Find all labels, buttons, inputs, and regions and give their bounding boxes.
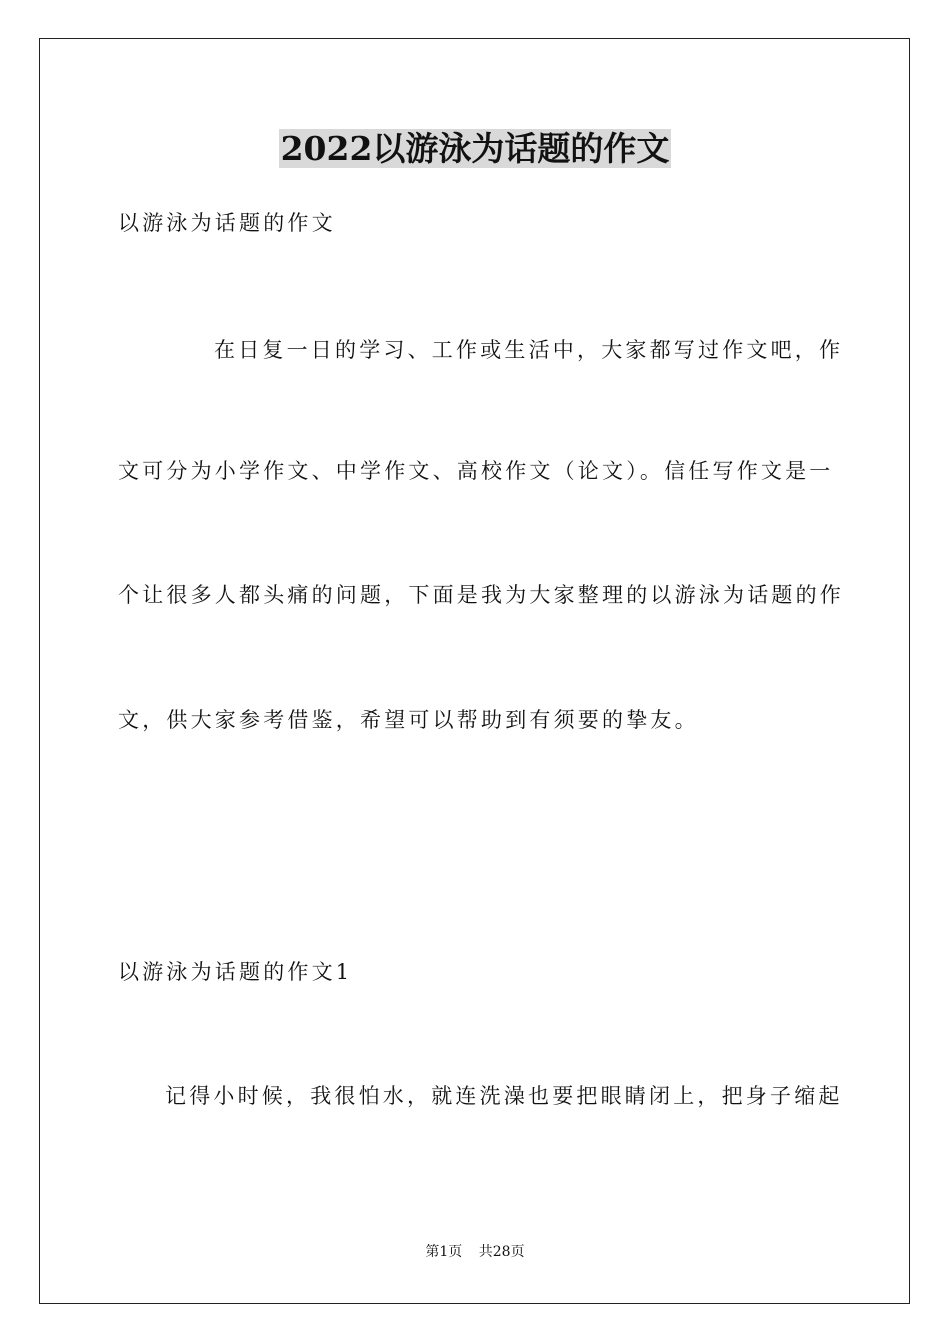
intro-line-4: 文，供大家参考借鉴，希望可以帮助到有须要的挚友。 — [118, 708, 699, 732]
page-footer — [0, 1243, 950, 1261]
document-title-text: 2022以游泳为话题的作文 — [280, 129, 670, 168]
page-total: 共28页 — [478, 1244, 525, 1260]
intro-line-2: 文可分为小学作文、中学作文、高校作文（论文）。信任写作文是一 — [118, 459, 834, 483]
document-title — [0, 127, 950, 171]
body-line-1: 记得小时候，我很怕水，就连洗澡也要把眼睛闭上，把身子缩起 — [165, 1084, 843, 1108]
document-subtitle: 以游泳为话题的作文 — [118, 211, 336, 235]
section-heading: 以游泳为话题的作文1 — [118, 960, 353, 984]
page-number: 第1页 — [425, 1244, 463, 1260]
intro-line-1: 在日复一日的学习、工作或生活中，大家都写过作文吧，作 — [214, 338, 844, 362]
intro-line-3: 个让很多人都头痛的问题，下面是我为大家整理的以游泳为话题的作 — [118, 583, 844, 607]
